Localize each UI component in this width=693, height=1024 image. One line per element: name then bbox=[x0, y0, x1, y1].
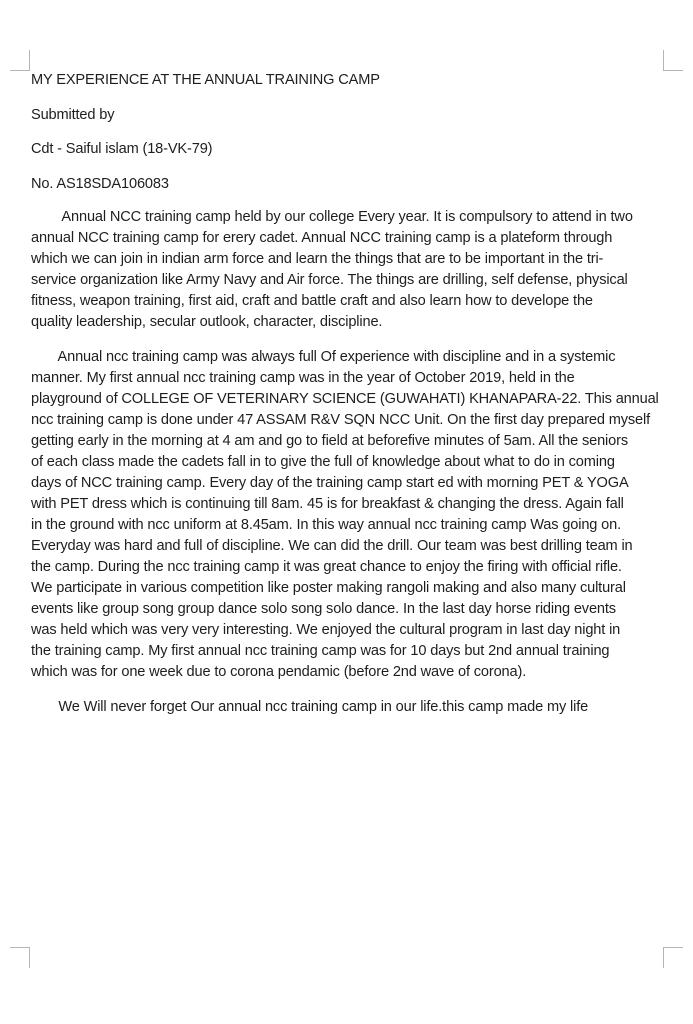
document-title: MY EXPERIENCE AT THE ANNUAL TRAINING CAMP bbox=[31, 72, 380, 88]
text-line: manner. My first annual ncc training camp was in the year of October 2019, held in the bbox=[31, 369, 575, 386]
text-line: service organization like Army Navy and Air force. The things are drilling, self defense, physical bbox=[31, 271, 628, 288]
text-line: which was for one week due to corona pendamic (before 2nd wave of corona). bbox=[31, 663, 527, 680]
text-line: with PET dress which is continuing till 8am. 45 is for breakfast & changing the dress. Again fall bbox=[31, 495, 624, 512]
text-line: which we can join in indian arm force and learn the things that are to be important in the tri- bbox=[31, 250, 604, 267]
text-line: Everyday was hard and full of discipline. We can did the drill. Our team was best drilling team in bbox=[31, 537, 633, 554]
text-line: getting early in the morning at 4 am and go to field at beforefive minutes of 5am. All the seniors bbox=[31, 432, 628, 449]
paragraph-3 bbox=[31, 697, 666, 718]
text-line: the camp. During the ncc training camp it was great chance to enjoy the firing with official rifle. bbox=[31, 558, 622, 575]
document-page bbox=[31, 70, 666, 718]
text-line: days of NCC training camp. Every day of the training camp start ed with morning PET & YOGA bbox=[31, 474, 629, 491]
text-line: the training camp. My first annual ncc training camp was for 10 days but 2nd annual training bbox=[31, 642, 610, 659]
text-line: Annual ncc training camp was always full Of experience with discipline and in a systemic bbox=[31, 348, 616, 365]
text-line: We participate in various competition like poster making rangoli making and also many cultural bbox=[31, 579, 626, 596]
page-corner-mark-top-left bbox=[10, 50, 30, 71]
text-line: playground of COLLEGE OF VETERINARY SCIENCE (GUWAHATI) KHANAPARA-22. This annual bbox=[31, 390, 659, 407]
text-line: in the ground with ncc uniform at 8.45am. In this way annual ncc training camp Was going on. bbox=[31, 516, 622, 533]
text-line: was held which was very very interesting. We enjoyed the cultural program in last day night in bbox=[31, 621, 621, 638]
text-line: quality leadership, secular outlook, character, discipline. bbox=[31, 313, 383, 330]
paragraph-2 bbox=[31, 347, 666, 683]
page-corner-mark-top-right bbox=[663, 50, 683, 71]
text-line: events like group song group dance solo song solo dance. In the last day horse riding events bbox=[31, 600, 616, 617]
text-line: Annual NCC training camp held by our college Every year. It is compulsory to attend in two bbox=[31, 208, 633, 225]
cadet-number: No. AS18SDA106083 bbox=[31, 175, 169, 192]
page-corner-mark-bottom-left bbox=[10, 947, 30, 968]
paragraph-1 bbox=[31, 207, 666, 333]
text-line: annual NCC training camp for erery cadet. Annual NCC training camp is a plateform through bbox=[31, 229, 613, 246]
text-line: of each class made the cadets fall in to give the full of knowledge about what to do in coming bbox=[31, 453, 615, 470]
submitted-by-label: Submitted by bbox=[31, 106, 115, 123]
text-line: ncc training camp is done under 47 ASSAM R&V SQN NCC Unit. On the first day prepared myself bbox=[31, 411, 651, 428]
page-corner-mark-bottom-right bbox=[663, 947, 683, 968]
text-line: We Will never forget Our annual ncc training camp in our life.this camp made my life bbox=[31, 698, 589, 715]
cadet-name: Cdt - Saiful islam (18-VK-79) bbox=[31, 141, 213, 157]
text-line: fitness, weapon training, first aid, craft and battle craft and also learn how to develope the bbox=[31, 292, 593, 309]
